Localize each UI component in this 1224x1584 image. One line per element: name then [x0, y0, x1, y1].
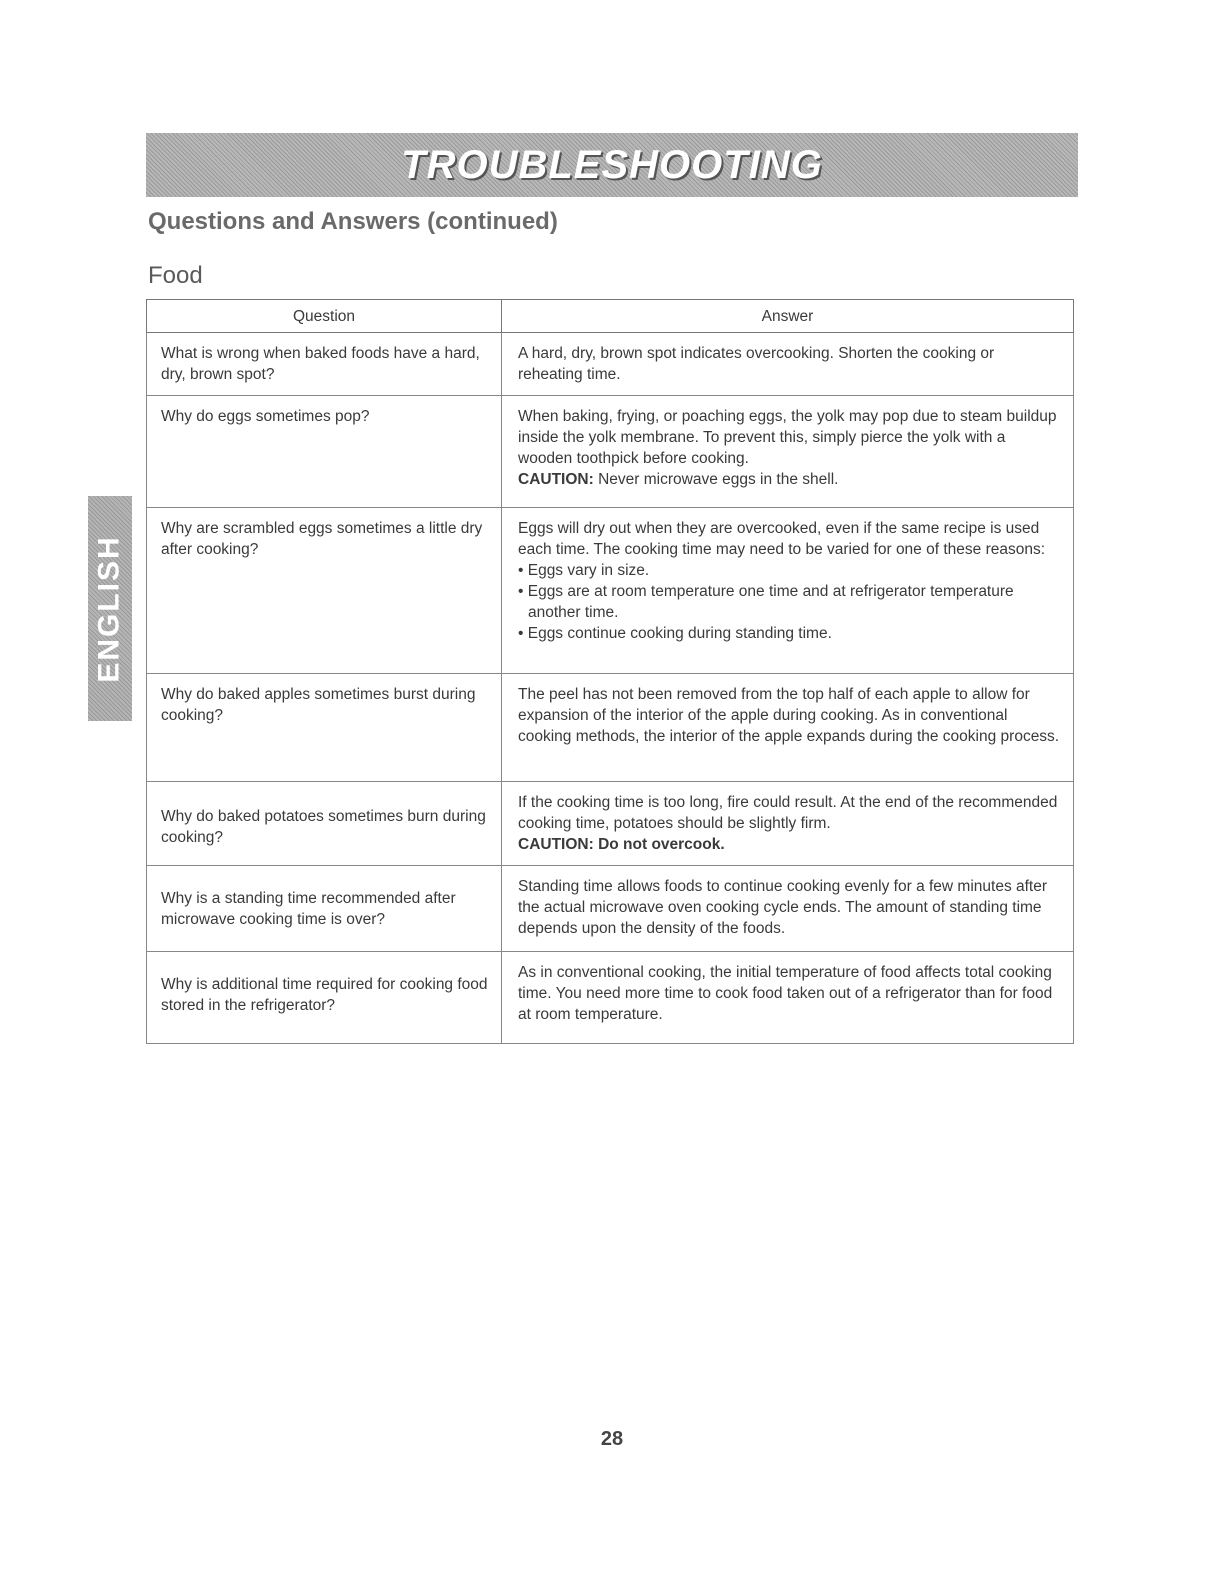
question-cell: What is wrong when baked foods have a hard, dry, brown spot?: [147, 333, 502, 396]
caution-text: Never microwave eggs in the shell.: [598, 471, 839, 488]
answer-cell: The peel has not been removed from the top half of each apple to allow for expansion of the interior of the apple during cooking. As in conventional cooking methods, the interior of the apple expands during the cooking process.: [502, 674, 1074, 782]
page-number: 28: [600, 1428, 624, 1450]
answer-cell: Standing time allows foods to continue cooking evenly for a few minutes after the actual microwave oven cooking cycle ends. The amount of standing time depends upon the density of the foods.: [502, 866, 1074, 952]
question-cell: Why do baked potatoes sometimes burn during cooking?: [147, 782, 502, 866]
answer-bullet: • Eggs are at room temperature one time and at refrigerator temperature another time.: [518, 583, 1014, 621]
section-title: Food: [148, 262, 203, 289]
table-row: [147, 866, 1074, 952]
qa-table: [146, 299, 1074, 1044]
caution-label: CAUTION:: [518, 471, 594, 488]
question-cell: Why do eggs sometimes pop?: [147, 396, 502, 508]
column-header-answer: Answer: [502, 300, 1074, 333]
question-cell: Why are scrambled eggs sometimes a little dry after cooking?: [147, 508, 502, 674]
answer-cell: [502, 396, 1074, 508]
table-row: [147, 952, 1074, 1044]
column-header-question: Question: [147, 300, 502, 333]
troubleshooting-banner: [146, 133, 1078, 197]
question-cell: Why is additional time required for cooking food stored in the refrigerator?: [147, 952, 502, 1044]
table-row: [147, 396, 1074, 508]
answer-cell: [502, 508, 1074, 674]
table-row: [147, 508, 1074, 674]
question-cell: Why is a standing time recommended after microwave cooking time is over?: [147, 866, 502, 952]
side-tab-label: ENGLISH: [93, 534, 127, 683]
table-row: [147, 333, 1074, 396]
answer-cell: As in conventional cooking, the initial temperature of food affects total cooking time. You need more time to cook food taken out of a refrigerator than for food at room temperature.: [502, 952, 1074, 1044]
question-cell: Why do baked apples sometimes burst during cooking?: [147, 674, 502, 782]
caution-line: [518, 469, 1061, 490]
answer-text: Eggs will dry out when they are overcooked, even if the same recipe is used each time. The cooking time may need to be varied for one of these reasons:: [518, 520, 1046, 558]
page-subtitle: Questions and Answers (continued): [148, 208, 558, 235]
banner-title: TROUBLESHOOTING: [401, 142, 823, 187]
answer-cell: A hard, dry, brown spot indicates overcooking. Shorten the cooking or reheating time.: [502, 333, 1074, 396]
table-row: [147, 782, 1074, 866]
answer-text: When baking, frying, or poaching eggs, the yolk may pop due to steam buildup inside the yolk membrane. To prevent this, simply pierce the yolk with a wooden toothpick before cooking.: [518, 408, 1057, 467]
answer-bullet: • Eggs vary in size.: [518, 562, 650, 579]
answer-cell: [502, 782, 1074, 866]
answer-bullet: • Eggs continue cooking during standing time.: [518, 625, 832, 642]
table-header-row: [147, 300, 1074, 333]
answer-text: If the cooking time is too long, fire could result. At the end of the recommended cooking time, potatoes should be slightly firm.: [518, 794, 1058, 832]
table-row: [147, 674, 1074, 782]
language-side-tab: [88, 496, 132, 721]
caution-line: CAUTION: Do not overcook.: [518, 836, 725, 853]
